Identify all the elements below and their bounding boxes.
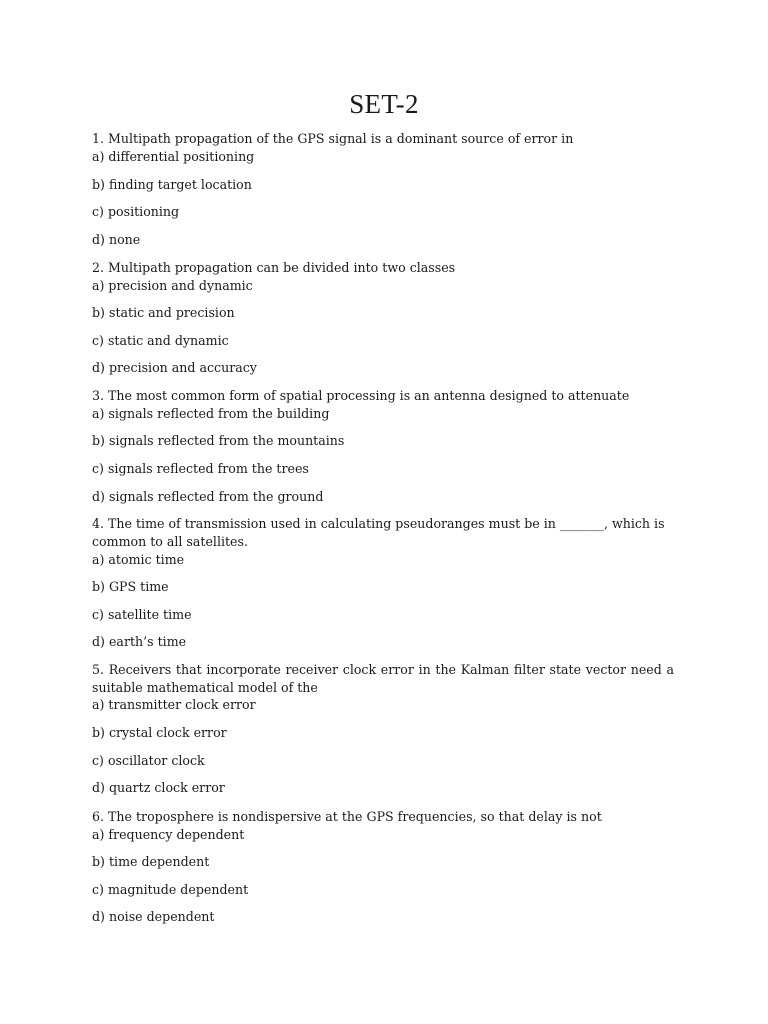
question-3-option-a: a) signals reflected from the building: [92, 406, 330, 421]
question-6-stem: 6. The troposphere is nondispersive at the GPS frequencies, so that delay is not: [92, 809, 602, 824]
question-5-stem-line-2: suitable mathematical model of the: [92, 680, 318, 695]
question-4-option-c: c) satellite time: [92, 607, 192, 622]
question-2-option-b: b) static and precision: [92, 305, 235, 320]
question-2-stem: 2. Multipath propagation can be divided into two classes: [92, 260, 456, 275]
question-4-option-d: d) earth’s time: [92, 634, 187, 649]
question-5-option-d: d) quartz clock error: [92, 780, 225, 795]
question-6-option-a: a) frequency dependent: [92, 827, 245, 842]
question-5-stem-line-1: 5. Receivers that incorporate receiver clock error in the Kalman filter state vector need a: [92, 662, 674, 677]
question-5-option-a: a) transmitter clock error: [92, 697, 256, 712]
question-1-option-a: a) differential positioning: [92, 149, 255, 164]
page-title: SET-2: [349, 89, 419, 119]
question-2-option-d: d) precision and accuracy: [92, 360, 257, 375]
question-1-option-b: b) finding target location: [92, 177, 252, 192]
question-3-option-c: c) signals reflected from the trees: [92, 461, 309, 476]
question-4-stem-line-2: common to all satellites.: [92, 534, 248, 549]
question-1-option-d: d) none: [92, 232, 141, 247]
question-3-stem: 3. The most common form of spatial processing is an antenna designed to attenuate: [92, 388, 630, 403]
question-3-option-d: d) signals reflected from the ground: [92, 489, 324, 504]
question-4-option-a: a) atomic time: [92, 552, 185, 567]
question-6-option-d: d) noise dependent: [92, 909, 215, 924]
question-3-option-b: b) signals reflected from the mountains: [92, 433, 345, 448]
question-6-option-c: c) magnitude dependent: [92, 882, 249, 897]
question-4-option-b: b) GPS time: [92, 579, 169, 594]
question-4-stem-line-1: 4. The time of transmission used in calculating pseudoranges must be in _______, which is: [92, 516, 665, 531]
question-1-stem: 1. Multipath propagation of the GPS signal is a dominant source of error in: [92, 131, 574, 146]
question-2-option-a: a) precision and dynamic: [92, 278, 253, 293]
question-2-option-c: c) static and dynamic: [92, 333, 229, 348]
question-1-option-c: c) positioning: [92, 204, 180, 219]
question-5-option-c: c) oscillator clock: [92, 753, 205, 768]
question-5-option-b: b) crystal clock error: [92, 725, 227, 740]
question-6-option-b: b) time dependent: [92, 854, 210, 869]
